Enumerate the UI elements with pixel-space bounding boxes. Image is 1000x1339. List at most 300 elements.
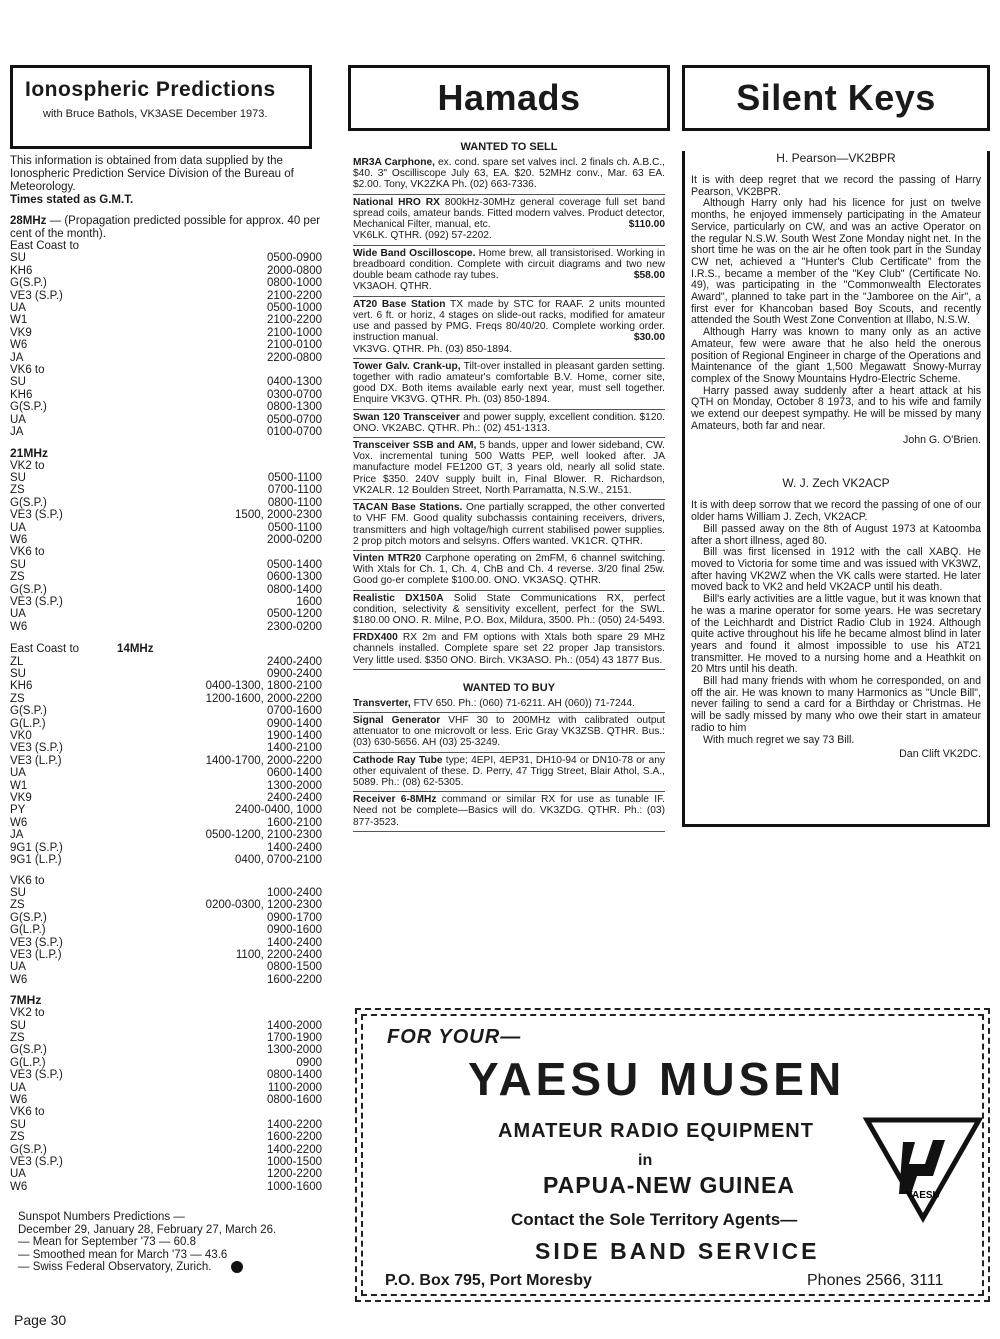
prediction-row <box>10 484 322 496</box>
prediction-time: 1700-1900 <box>267 1031 322 1044</box>
prediction-row <box>10 718 322 730</box>
prediction-row <box>10 1020 322 1032</box>
buy-list <box>348 696 670 832</box>
prediction-station: UA <box>10 521 26 534</box>
prediction-row <box>10 1069 322 1081</box>
hamad-entry <box>353 630 665 670</box>
prediction-time: 0500-1200 <box>267 608 322 621</box>
prediction-time: 0500-0900 <box>267 252 322 265</box>
prediction-station: SU <box>10 1019 26 1032</box>
group-title: East Coast to <box>10 240 80 252</box>
prediction-row <box>10 389 322 401</box>
hamad-text: and power supply, excellent condition. $120. ONO. VK2ABC. QTHR. Ph.: (02) 451-1313. <box>353 411 666 434</box>
prediction-station: VE3 (L.P.) <box>10 948 62 961</box>
hamad-entry <box>353 551 665 591</box>
prediction-station: UA <box>10 767 26 780</box>
ad-address: P.O. Box 795, Port Moresby <box>385 1272 592 1289</box>
hamad-contact: VK3VG. QTHR. Ph. (03) 850-1894. <box>353 343 513 355</box>
prediction-row <box>10 265 322 277</box>
hamad-contact: VK6LK. QTHR. (092) 57-2202. <box>353 230 492 242</box>
prediction-row <box>10 472 322 484</box>
ad-for-your: FOR YOUR— <box>387 1026 522 1048</box>
prediction-row <box>10 352 322 364</box>
prediction-time: 0400-1300, 1800-2100 <box>205 680 322 693</box>
prediction-row <box>10 742 322 754</box>
hamad-text: One partially scrapped, the other converted to VHF FM. Good quality subchassis containing receivers, drivers, transmitters and high voltage/high current stabilised power supplies. 2 prop pitch motors and selsyns. Offers wanted. VK1CR. QTHR. <box>353 502 665 547</box>
hamad-text: VHF 30 to 200MHz with calibrated output attenuator to one microvolt or less. Eric Gray VK3ZSB. QTHR. Bus.: (03) 630-5656. AH (03) 25-3249. <box>353 714 665 749</box>
hamad-entry <box>353 155 665 195</box>
prediction-list <box>10 472 325 546</box>
prediction-station: SU <box>10 668 26 680</box>
hamad-entry <box>353 246 665 297</box>
hamad-entry <box>353 696 665 713</box>
prediction-station: SU <box>10 471 26 484</box>
obituary-paragraph: Although Harry only had his licence for just on twelve months, he enjoyed immensely participating in the Amateur Service, particularly on CW, and was an active Operator on the regular N.S.W. South West Zone Monday night net. In the short time he was on the air he often took part in the Sunday CW net, achieved a "Hunter's Club Certificate" from the I.R.S., became a member of the "Key Club" (Certificate No. 49), was participating in the "Commonwealth Electorates Award", planned to take part in the "Jamboree on the Air", a first ever for Khancoban based Boy Scouts, and recently attended the South West Zone Convention at Illabo, N.S.W. <box>691 197 981 327</box>
band-28-text: — (Propagation predicted possible for approx. 40 per cent of the month). <box>10 215 321 240</box>
group-title: VK6 to <box>10 1106 45 1119</box>
prediction-station: SU <box>10 558 26 571</box>
prediction-time: 0500-1100 <box>267 471 322 484</box>
prediction-row <box>10 1181 322 1193</box>
prediction-time: 2100-2200 <box>267 289 322 302</box>
prediction-station: KH6 <box>10 264 33 277</box>
ionospheric-intro <box>10 155 322 207</box>
hamad-text: Solid State Communications RX, perfect condition, selectivity & sensitivity excellent, perfect for the SWL. $180.00 ONO. R. Milne, P.O. Box, Mildura, 3500. Ph.: (050) 24-5493. <box>353 592 665 626</box>
hamad-text: TX made by STC for RAAF. 2 units mounted vert. 6 ft. or horiz, 4 stages on slide-out racks, modified for amateur use and passed by PMG. Freqs 80/40/20. Complete working order. instruction manual. <box>353 298 666 344</box>
prediction-time: 0500-1200, 2100-2300 <box>205 829 322 842</box>
prediction-time: 0500-1000 <box>267 302 322 315</box>
prediction-row <box>10 314 322 326</box>
ionospheric-header <box>10 65 312 149</box>
obituary-text <box>691 175 981 432</box>
hamad-entry <box>353 195 665 246</box>
prediction-row <box>10 1168 322 1180</box>
band-28: 28MHz <box>10 215 47 227</box>
hamad-item: FRDX400 <box>353 632 398 644</box>
band-21: 21MHz <box>10 445 49 460</box>
prediction-row <box>10 767 322 779</box>
prediction-row <box>10 730 322 742</box>
prediction-station: JA <box>10 426 24 439</box>
prediction-time: 2200-0800 <box>267 351 322 364</box>
prediction-row <box>10 497 322 509</box>
hamad-item: Tower Galv. Crank-up, <box>353 360 461 372</box>
prediction-time: 1500, 2000-2300 <box>235 509 322 522</box>
prediction-time: 0500-0700 <box>267 413 322 426</box>
prediction-row <box>10 668 322 680</box>
prediction-station: ZS <box>10 571 25 584</box>
prediction-station: PY <box>10 804 26 817</box>
prediction-time: 1200-1600, 2000-2200 <box>205 692 322 705</box>
prediction-row <box>10 974 322 986</box>
prediction-time: 1300-2000 <box>267 779 322 792</box>
prediction-time: 0900-1700 <box>267 911 322 924</box>
sell-list <box>348 155 670 670</box>
hamad-text: command or similar RX for use as tunable IF. Need not be complete—Basics will do. VK3ZDG. QTHR. Ph.: (03) 877-3523. <box>353 794 665 828</box>
prediction-station: SU <box>10 1118 26 1131</box>
prediction-row <box>10 584 322 596</box>
prediction-row <box>10 1131 322 1143</box>
hamad-text: FTV 650. Ph.: (060) 71-6211. AH (060)) 71-7244. <box>410 697 635 709</box>
prediction-time: 0700-1100 <box>267 484 322 497</box>
prediction-list <box>10 376 325 438</box>
prediction-time: 2100-1000 <box>267 326 322 339</box>
prediction-time: 0700-1600 <box>267 705 322 718</box>
prediction-row <box>10 937 322 949</box>
prediction-row <box>10 912 322 924</box>
prediction-time: 0400, 0700-2100 <box>235 854 322 867</box>
obituary-paragraph: Bill was first licensed in 1912 with the call XABQ. He moved to Victoria for some time and was issued with VK3WZ, after having VK2WZ when the VK calls were started. He later moved back to VK2 and held VK2ACP until his death. <box>691 546 981 594</box>
prediction-row <box>10 1044 322 1056</box>
prediction-station: G(L.P.) <box>10 1056 46 1069</box>
hamad-entry <box>353 500 665 551</box>
prediction-row <box>10 1032 322 1044</box>
hamad-item: Signal Generator <box>353 714 441 726</box>
prediction-station: JA <box>10 829 24 842</box>
prediction-time: 1200-2200 <box>267 1168 322 1181</box>
prediction-time: 0800-1400 <box>267 1069 322 1082</box>
prediction-station: JA <box>10 351 24 364</box>
prediction-row <box>10 705 322 717</box>
prediction-time: 0900-2400 <box>267 668 322 680</box>
prediction-station: SU <box>10 886 26 899</box>
prediction-row <box>10 780 322 792</box>
prediction-time: 1300-2000 <box>267 1044 322 1057</box>
prediction-station: G(L.P.) <box>10 924 46 937</box>
prediction-station: W1 <box>10 779 28 792</box>
prediction-station: G(S.P.) <box>10 401 47 414</box>
prediction-station: G(L.P.) <box>10 717 46 730</box>
prediction-station: W6 <box>10 533 28 546</box>
obituary-paragraph: Bill passed away on the 8th of August 1973 at Katoomba after a short illness, aged 80. <box>691 522 981 547</box>
prediction-time: 0600-1400 <box>267 767 322 780</box>
prediction-list <box>10 559 325 633</box>
prediction-time: 1000-1500 <box>267 1156 322 1169</box>
hamad-text: ex. cond. spare set valves incl. 2 finals ch. A.B.C., $40. 3" Oscilliscope July 63, EA. $20. 52MHz conv., Mar. 63 EA. $2.00. Tony, VK2ZKA Ph. (02) 663-7336. <box>353 157 665 191</box>
prediction-list <box>10 1020 325 1107</box>
prediction-row <box>10 693 322 705</box>
prediction-row <box>10 621 322 633</box>
group-title: VK6 to <box>10 364 45 377</box>
prediction-station: SU <box>10 376 26 389</box>
hamad-entry <box>353 297 665 359</box>
prediction-station: VK9 <box>10 326 32 339</box>
hamad-entry <box>353 591 665 631</box>
prediction-station: W1 <box>10 314 28 327</box>
prediction-station: G(S.P.) <box>10 911 47 924</box>
prediction-time: 0900-1400 <box>267 717 322 730</box>
prediction-row <box>10 899 322 911</box>
band-28-note <box>10 215 322 240</box>
prediction-time: 0500-1100 <box>267 521 322 534</box>
prediction-station: W6 <box>10 973 28 986</box>
yaesu-advertisement <box>355 1008 990 1302</box>
prediction-row <box>10 755 322 767</box>
prediction-station: VK0 <box>10 730 32 743</box>
prediction-time: 0800-1500 <box>267 961 322 974</box>
hamad-price: $110.00 <box>628 219 665 231</box>
prediction-row <box>10 426 322 438</box>
prediction-station: UA <box>10 1081 26 1094</box>
prediction-time: 1600-2200 <box>267 973 322 986</box>
hamad-item: TACAN Base Stations. <box>353 502 463 514</box>
sunspot-line: Sunspot Numbers Predictions — <box>18 1211 185 1224</box>
prediction-time: 1000-1600 <box>267 1180 322 1193</box>
hamads-title: Hamads <box>348 65 670 131</box>
prediction-row <box>10 608 322 620</box>
prediction-row <box>10 854 322 866</box>
sunspot-predictions <box>18 1211 325 1274</box>
times-note: Times stated as G.M.T. <box>10 194 134 206</box>
prediction-station: 9G1 (L.P.) <box>10 854 62 867</box>
hamad-item: Wide Band Oscilloscope. <box>353 247 476 259</box>
group-title: VK2 to <box>10 459 45 472</box>
ad-in: in <box>638 1152 653 1169</box>
prediction-time: 0900-1600 <box>267 924 322 937</box>
hamad-item: Transceiver SSB and AM, <box>353 440 477 452</box>
prediction-station: W6 <box>10 339 28 352</box>
prediction-time: 1900-1400 <box>267 730 322 743</box>
prediction-time: 0900 <box>296 1056 322 1069</box>
prediction-station: ZS <box>10 484 25 497</box>
sunspot-source: — Swiss Federal Observatory, Zurich. <box>18 1261 212 1274</box>
hamad-item: Swan 120 Transceiver <box>353 411 460 423</box>
prediction-station: G(S.P.) <box>10 1044 47 1057</box>
sunspot-line: — Mean for September '73 — 60.8 <box>18 1236 196 1249</box>
prediction-row <box>10 414 322 426</box>
prediction-time: 0200-0300, 1200-2300 <box>205 899 322 912</box>
prediction-time: 0800-1600 <box>267 1094 322 1106</box>
prediction-time: 0800-1400 <box>267 583 322 596</box>
silent-keys-column <box>682 65 990 807</box>
prediction-row <box>10 949 322 961</box>
prediction-station: W6 <box>10 620 28 633</box>
prediction-row <box>10 277 322 289</box>
prediction-station: G(S.P.) <box>10 496 47 509</box>
obituary-title: H. Pearson—VK2BPR <box>776 151 896 165</box>
prediction-station: VE3 (S.P.) <box>10 595 63 608</box>
prediction-time: 0800-1300 <box>267 401 322 414</box>
prediction-time: 2100-0100 <box>267 339 322 352</box>
wanted-to-sell-heading: WANTED TO SELL <box>460 141 558 153</box>
prediction-row <box>10 804 322 816</box>
prediction-row <box>10 509 322 521</box>
prediction-row <box>10 571 322 583</box>
ad-country: PAPUA-NEW GUINEA <box>543 1172 795 1198</box>
sunspot-line: — Smoothed mean for March '73 — 43.6 <box>18 1248 228 1261</box>
prediction-station: G(S.P.) <box>10 705 47 718</box>
prediction-station: VE3 (S.P.) <box>10 936 63 949</box>
prediction-row <box>10 1144 322 1156</box>
prediction-station: VE3 (S.P.) <box>10 1156 63 1169</box>
hamad-entry <box>353 792 665 832</box>
prediction-time: 1600-2200 <box>267 1131 322 1144</box>
group-title: VK6 to <box>10 874 45 887</box>
obituaries-box <box>682 151 990 827</box>
hamad-text: Carphone operating on 2mFM, 6 channel switching. With Xtals for Ch. 1, Ch. 4, ChB and Ch. 4 reverse. 3/20 final 25w. Good go-er complete $100.00. ONO. VK3ASQ. QTHR. <box>353 552 665 587</box>
prediction-station: W6 <box>10 1180 28 1193</box>
ad-brand-name: YAESU MUSEN <box>468 1053 846 1105</box>
prediction-station: VK9 <box>10 792 32 805</box>
obituary-paragraph: It is with deep regret that we record the passing of Harry Pearson, VK2BPR. <box>691 174 981 198</box>
prediction-row <box>10 829 322 841</box>
hamad-item: Realistic DX150A <box>353 592 444 604</box>
prediction-time: 1400-1700, 2000-2200 <box>205 754 322 767</box>
prediction-station: ZS <box>10 692 25 705</box>
prediction-row <box>10 1119 322 1131</box>
hamad-item: MR3A Carphone, <box>353 157 435 168</box>
obituary-signature: John G. O'Brien. <box>903 434 981 447</box>
logo-text: YAESU <box>906 1190 940 1201</box>
prediction-station: G(S.P.) <box>10 1143 47 1156</box>
group-title: VK6 to <box>10 546 45 559</box>
prediction-time: 0500-1400 <box>267 558 322 571</box>
ad-inner-border <box>361 1014 984 1296</box>
obituary-signature: Dan Clift VK2DC. <box>899 748 981 761</box>
prediction-time: 1400-2100 <box>267 742 322 755</box>
prediction-time: 1400-2200 <box>267 1118 322 1131</box>
hamad-text: RX 2m and FM options with Xtals both spare 29 MHz channels installed. Complete spare set 22 proper Jap transistors. Very little used. $350 ONO. Birch. VK3ASO. Ph.: (054) 43 1877 Bus. <box>353 632 665 666</box>
prediction-time: 1400-2000 <box>267 1019 322 1032</box>
prediction-time: 2000-0200 <box>267 533 322 546</box>
prediction-time: 2400-2400 <box>267 792 322 805</box>
prediction-station: G(S.P.) <box>10 583 47 596</box>
prediction-station: KH6 <box>10 680 33 693</box>
prediction-station: UA <box>10 302 26 315</box>
prediction-row <box>10 1156 322 1168</box>
prediction-station: 9G1 (S.P.) <box>10 841 63 854</box>
prediction-station: UA <box>10 1168 26 1181</box>
prediction-row <box>10 1057 322 1069</box>
prediction-time: 1400-2400 <box>267 841 322 854</box>
sunspot-line <box>18 1261 325 1274</box>
obituary-title: W. J. Zech VK2ACP <box>782 476 890 491</box>
hamad-text: Home brew, all transistorised. Working in breadboard condition. Complete with circuit diagrams and two new double beam cathode ray tubes. <box>353 247 665 282</box>
hamad-entry <box>353 713 665 753</box>
prediction-station: VE3 (L.P.) <box>10 754 62 767</box>
ad-agent-name: SIDE BAND SERVICE <box>535 1238 820 1264</box>
prediction-station: G(S.P.) <box>10 277 47 290</box>
prediction-station: VE3 (S.P.) <box>10 1069 63 1082</box>
prediction-station: SU <box>10 252 26 265</box>
prediction-station: VE3 (S.P.) <box>10 509 63 522</box>
prediction-row <box>10 401 322 413</box>
prediction-station: ZL <box>10 655 24 668</box>
group-title-text: East Coast to <box>10 643 80 656</box>
prediction-time: 2100-2200 <box>267 314 322 327</box>
group-title: VK2 to <box>10 1007 45 1020</box>
prediction-station: KH6 <box>10 388 33 401</box>
prediction-row <box>10 656 322 668</box>
prediction-station: UA <box>10 961 26 974</box>
prediction-time: 0400-1300 <box>267 376 322 389</box>
prediction-row <box>10 290 322 302</box>
prediction-row <box>10 792 322 804</box>
hamad-item: National HRO RX <box>353 196 440 208</box>
prediction-row <box>10 961 322 973</box>
band-7: 7MHz <box>10 993 42 1008</box>
hamads-column <box>348 65 670 828</box>
ad-phones: Phones 2566, 3111 <box>807 1272 944 1289</box>
prediction-row <box>10 887 322 899</box>
prediction-row <box>10 1082 322 1094</box>
hamad-text: 800kHz-30MHz general coverage full set band spread coils, amateur bands. Fitted modern valves. Product detector, Mechanical Filter, manual, etc. <box>353 196 665 231</box>
prediction-station: ZS <box>10 1031 25 1044</box>
prediction-row <box>10 680 322 692</box>
prediction-row <box>10 817 322 829</box>
end-bullet-icon <box>231 1261 243 1273</box>
ionospheric-byline: with Bruce Bathols, VK3ASE December 1973. <box>43 108 268 120</box>
prediction-list <box>10 1119 325 1193</box>
hamad-entry <box>353 410 665 438</box>
silent-keys-title: Silent Keys <box>682 65 990 131</box>
prediction-time: 1600 <box>296 595 322 608</box>
prediction-time: 2400-2400 <box>267 655 322 668</box>
obituary-paragraph: With much regret we say 73 Bill. <box>703 733 855 746</box>
hamad-contact: VK3AOH. QTHR. <box>353 281 432 293</box>
prediction-time: 1400-2200 <box>267 1143 322 1156</box>
prediction-row <box>10 842 322 854</box>
band-14: 14MHz <box>117 643 154 656</box>
hamad-item: Cathode Ray Tube <box>353 754 443 766</box>
ad-contact: Contact the Sole Territory Agents— <box>511 1210 798 1229</box>
prediction-row <box>10 302 322 314</box>
obituary-paragraph: Bill's early activities are a little vague, but it was known that he was a marine operator for some years. He was secretary of the Leichhardt and District Radio Club in 1924. Although quite active throughout his life he became almost blind in later years and found it almost impossible to use his AT21 transmitter. He moved to a nursing home and a Heathkit on 20 Mtrs until his death. <box>691 593 981 676</box>
prediction-time: 1600-2100 <box>267 816 322 829</box>
hamad-item: Receiver 6-8MHz <box>353 794 437 806</box>
ionospheric-title: Ionospheric Predictions <box>25 78 276 101</box>
hamad-price: $58.00 <box>633 270 665 282</box>
prediction-time: 1100-2000 <box>267 1081 322 1094</box>
prediction-row <box>10 376 322 388</box>
prediction-time: 1000-2400 <box>267 886 322 899</box>
hamad-text: Tilt-over installed in pleasant garden setting. together with radio amateur's comfortable B.V. Home, corner site, good DX. Both items available early next year, must sell together. Enquire VK3VG. QTHR. Ph. (03) 850-1894. <box>353 360 665 406</box>
intro-text: This information is obtained from data supplied by the Ionospheric Prediction Service Division of the Bureau of Meteorology. <box>10 155 294 193</box>
prediction-list <box>10 887 325 986</box>
prediction-row <box>10 924 322 936</box>
prediction-station: UA <box>10 413 26 426</box>
ionospheric-column <box>10 65 325 1335</box>
hamad-price: $30.00 <box>633 332 665 344</box>
obituary-paragraph: Harry passed away suddenly after a heart attack at his QTH on Monday, October 8 1973, and to his wife and family we extend our deepest sympathy. He will be missed by many Amateurs, both far and near. <box>691 384 981 432</box>
prediction-time: 2400-0400, 1000 <box>235 804 322 817</box>
hamad-text: type; 4EPI, 4EP31, DH10-94 or DN10-78 or any other equivalent of these. D. Perry, 47 Trigg Street, Blair Athol, S.A., 5089. Ph.: (08) 62-5305. <box>353 754 665 788</box>
prediction-time: 0600-1300 <box>267 571 322 584</box>
prediction-station: ZS <box>10 1131 25 1144</box>
prediction-station: VE3 (S.P.) <box>10 289 63 302</box>
page-number: Page 30 <box>14 1312 67 1328</box>
prediction-time: 0800-1100 <box>267 496 322 509</box>
prediction-station: W6 <box>10 1094 28 1106</box>
hamad-text: 5 bands, upper and lower sideband, CW. Vox. incremental tuning 500 Watts PEP, well looked after. JA manufacture model FE1200 GT, 3 years old, nearly all solid state. Price $350. 240V supply built in, Final Blower. R. Richardson, VK2ALR. 12 Boulden Street, North Parramatta, N.S.W., 2151. <box>353 440 666 496</box>
yaesu-logo-icon <box>863 1114 983 1224</box>
ad-equipment: AMATEUR RADIO EQUIPMENT <box>498 1120 814 1142</box>
obituary-paragraph: It is with deep sorrow that we record the passing of one of our older hams William J. Zech, VK2ACP. <box>691 499 981 524</box>
prediction-time: 0800-1000 <box>267 277 322 290</box>
hamad-entry <box>353 438 665 500</box>
prediction-row <box>10 327 322 339</box>
prediction-time: 0100-0700 <box>267 426 322 439</box>
obituary-paragraph: Bill had many friends with whom he corresponded, on and off the air. He was known to many Harmonics as "Uncle Bill", never failing to send a card for a Birthday or Christmas. He will be sadly missed by many who owe their start in amateur radio to him <box>691 675 981 734</box>
hamad-entry <box>353 359 665 410</box>
prediction-row <box>10 534 322 546</box>
wanted-to-buy-heading: WANTED TO BUY <box>462 681 556 694</box>
prediction-row <box>10 339 322 351</box>
prediction-list <box>10 252 325 364</box>
prediction-station: W6 <box>10 816 28 829</box>
group-title <box>10 643 325 655</box>
prediction-station: VE3 (S.P.) <box>10 742 63 755</box>
